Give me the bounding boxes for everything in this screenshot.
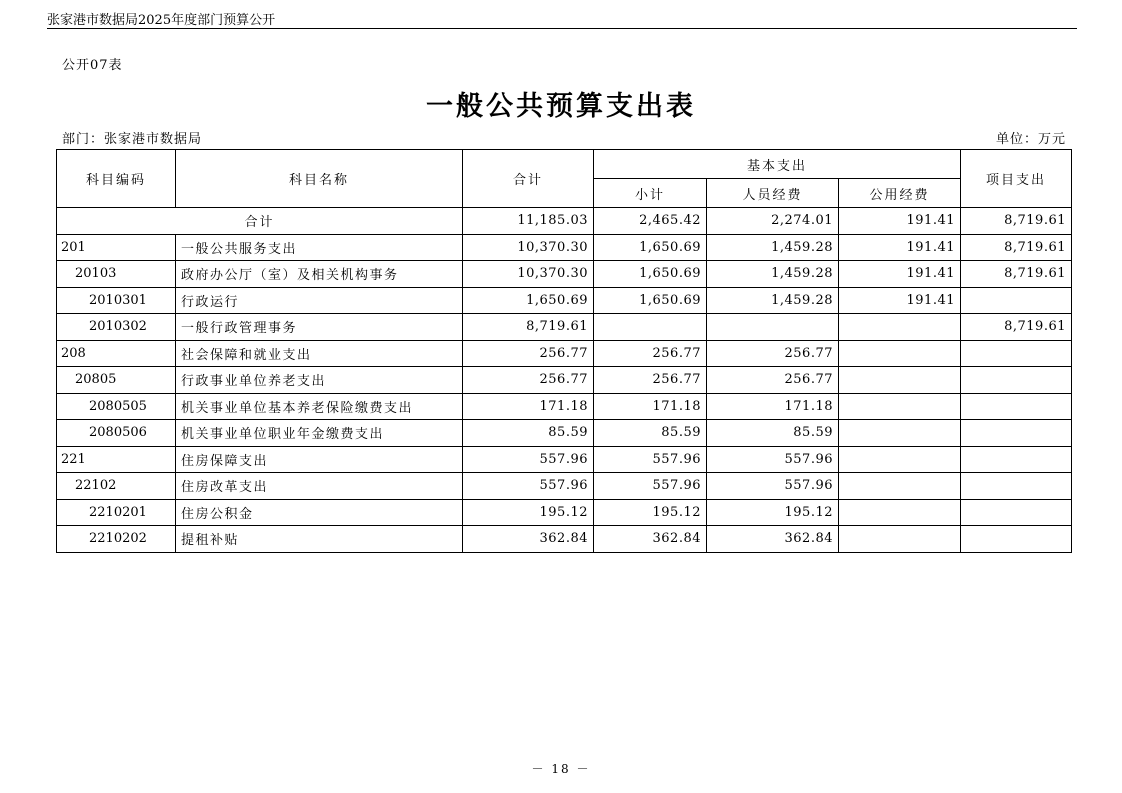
table-row [57, 499, 1072, 526]
row-project [961, 420, 1072, 447]
row-subtotal: 362.84 [594, 526, 707, 553]
row-code: 20805 [57, 367, 176, 394]
row-name: 一般行政管理事务 [176, 314, 463, 341]
table-row [57, 420, 1072, 447]
total-row-project: 8,719.61 [961, 208, 1072, 235]
table-row [57, 340, 1072, 367]
row-project [961, 473, 1072, 500]
row-total: 10,370.30 [463, 234, 594, 261]
row-public: 191.41 [839, 287, 961, 314]
total-row-subtotal: 2,465.42 [594, 208, 707, 235]
row-subtotal: 1,650.69 [594, 234, 707, 261]
row-code: 2010301 [57, 287, 176, 314]
row-public [839, 420, 961, 447]
row-total: 1,650.69 [463, 287, 594, 314]
row-name: 住房保障支出 [176, 446, 463, 473]
row-subtotal: 256.77 [594, 367, 707, 394]
row-subtotal: 1,650.69 [594, 287, 707, 314]
header-divider [47, 28, 1077, 29]
col-header-personnel: 人员经费 [707, 179, 839, 208]
row-public [839, 526, 961, 553]
col-header-name: 科目名称 [176, 150, 463, 208]
row-code: 208 [57, 340, 176, 367]
row-personnel: 85.59 [707, 420, 839, 447]
row-name: 机关事业单位基本养老保险缴费支出 [176, 393, 463, 420]
row-personnel [707, 314, 839, 341]
row-subtotal [594, 314, 707, 341]
row-code: 2010302 [57, 314, 176, 341]
row-code: 2210201 [57, 499, 176, 526]
total-row-label: 合计 [57, 208, 463, 235]
row-project [961, 526, 1072, 553]
col-header-public: 公用经费 [839, 179, 961, 208]
page-number: － 18 － [531, 762, 591, 776]
row-total: 256.77 [463, 367, 594, 394]
col-header-subtotal: 小计 [594, 179, 707, 208]
row-subtotal: 85.59 [594, 420, 707, 447]
table-row [57, 393, 1072, 420]
table-row [57, 234, 1072, 261]
row-name: 政府办公厅（室）及相关机构事务 [176, 261, 463, 288]
row-project [961, 367, 1072, 394]
row-subtotal: 557.96 [594, 446, 707, 473]
row-personnel: 557.96 [707, 446, 839, 473]
row-public [839, 446, 961, 473]
table-row [57, 473, 1072, 500]
row-project [961, 446, 1072, 473]
department-label: 部门：张家港市数据局 [62, 132, 203, 147]
row-total: 256.77 [463, 340, 594, 367]
table-row [57, 446, 1072, 473]
row-subtotal: 195.12 [594, 499, 707, 526]
row-name: 住房公积金 [176, 499, 463, 526]
row-project: 8,719.61 [961, 261, 1072, 288]
row-personnel: 256.77 [707, 340, 839, 367]
row-public [839, 473, 961, 500]
col-header-basic: 基本支出 [594, 150, 961, 179]
table-row [57, 287, 1072, 314]
row-name: 行政事业单位养老支出 [176, 367, 463, 394]
unit-label: 单位：万元 [995, 132, 1066, 147]
row-name: 机关事业单位职业年金缴费支出 [176, 420, 463, 447]
row-subtotal: 256.77 [594, 340, 707, 367]
table-row [57, 526, 1072, 553]
row-total: 171.18 [463, 393, 594, 420]
running-header: 张家港市数据局2025年度部门预算公开 [47, 13, 276, 28]
row-personnel: 171.18 [707, 393, 839, 420]
row-subtotal: 1,650.69 [594, 261, 707, 288]
row-total: 557.96 [463, 446, 594, 473]
row-total: 362.84 [463, 526, 594, 553]
row-subtotal: 557.96 [594, 473, 707, 500]
row-public: 191.41 [839, 261, 961, 288]
row-project [961, 287, 1072, 314]
row-code: 20103 [57, 261, 176, 288]
row-project [961, 499, 1072, 526]
row-public [839, 340, 961, 367]
row-total: 85.59 [463, 420, 594, 447]
row-personnel: 195.12 [707, 499, 839, 526]
total-row-personnel: 2,274.01 [707, 208, 839, 235]
row-project [961, 393, 1072, 420]
row-public [839, 499, 961, 526]
row-subtotal: 171.18 [594, 393, 707, 420]
row-personnel: 362.84 [707, 526, 839, 553]
total-row-total: 11,185.03 [463, 208, 594, 235]
row-total: 10,370.30 [463, 261, 594, 288]
row-code: 22102 [57, 473, 176, 500]
page-title: 一般公共预算支出表 [426, 91, 696, 122]
row-public [839, 314, 961, 341]
row-project: 8,719.61 [961, 234, 1072, 261]
col-header-project: 项目支出 [961, 150, 1072, 208]
total-row [57, 208, 1072, 235]
row-personnel: 1,459.28 [707, 234, 839, 261]
row-personnel: 557.96 [707, 473, 839, 500]
row-code: 2080505 [57, 393, 176, 420]
table-row [57, 261, 1072, 288]
header-row-1 [57, 150, 1072, 179]
row-public [839, 367, 961, 394]
row-personnel: 256.77 [707, 367, 839, 394]
budget-table [56, 149, 1072, 553]
row-name: 行政运行 [176, 287, 463, 314]
row-project [961, 340, 1072, 367]
row-public [839, 393, 961, 420]
row-code: 201 [57, 234, 176, 261]
row-name: 提租补贴 [176, 526, 463, 553]
row-total: 195.12 [463, 499, 594, 526]
row-public: 191.41 [839, 234, 961, 261]
row-project: 8,719.61 [961, 314, 1072, 341]
col-header-total: 合计 [463, 150, 594, 208]
table-row [57, 314, 1072, 341]
table-number: 公开07表 [62, 58, 123, 73]
row-total: 557.96 [463, 473, 594, 500]
row-total: 8,719.61 [463, 314, 594, 341]
row-name: 住房改革支出 [176, 473, 463, 500]
row-name: 一般公共服务支出 [176, 234, 463, 261]
row-code: 2210202 [57, 526, 176, 553]
col-header-code: 科目编码 [57, 150, 176, 208]
total-row-public: 191.41 [839, 208, 961, 235]
row-personnel: 1,459.28 [707, 287, 839, 314]
row-code: 221 [57, 446, 176, 473]
row-personnel: 1,459.28 [707, 261, 839, 288]
row-name: 社会保障和就业支出 [176, 340, 463, 367]
row-code: 2080506 [57, 420, 176, 447]
table-row [57, 367, 1072, 394]
